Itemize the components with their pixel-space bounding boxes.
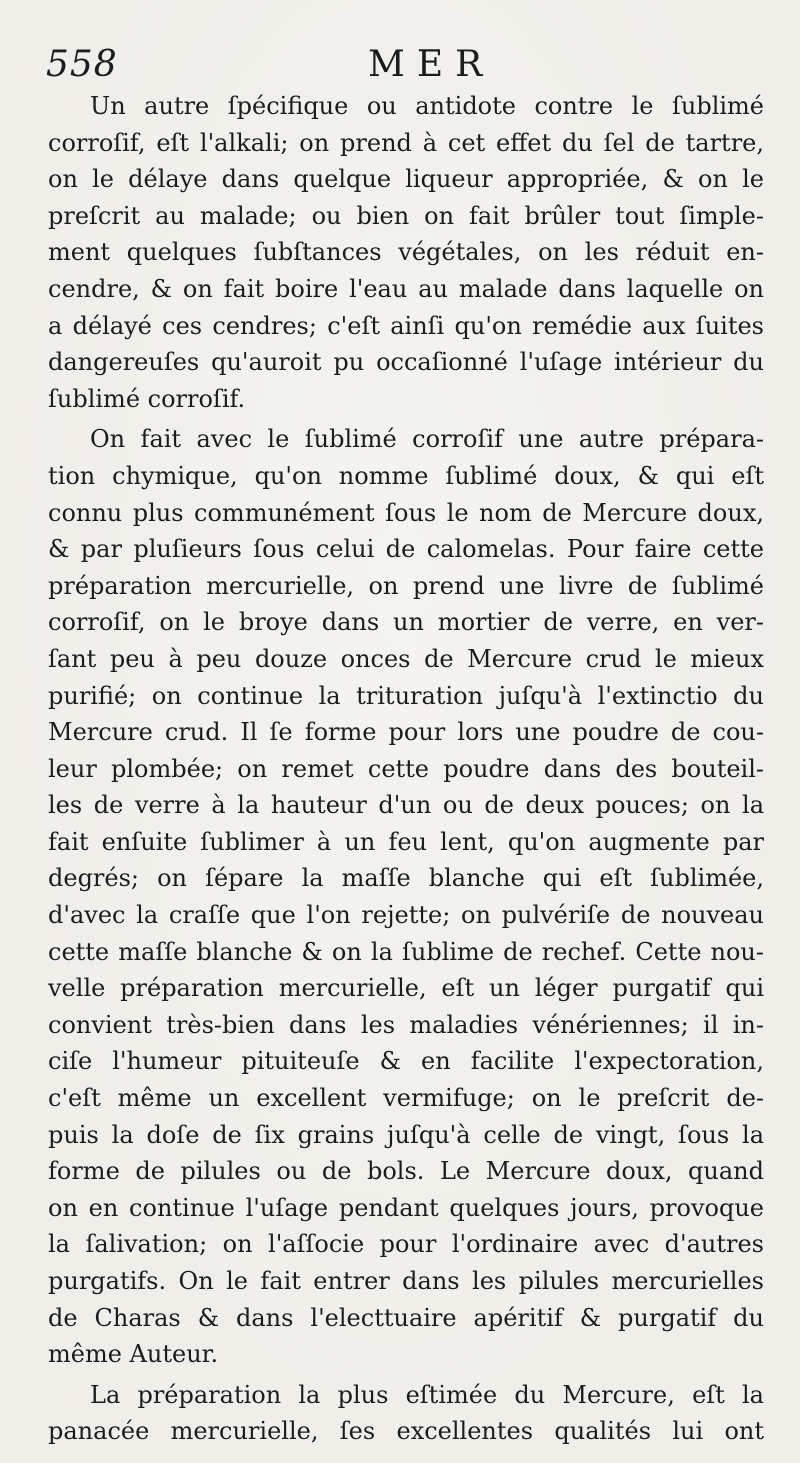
text-line: ſublimé corroſif. bbox=[48, 384, 246, 413]
text-line: tion chymique, qu'on nomme ſublimé doux, & qui eſt bbox=[48, 461, 764, 490]
text-line: degrés; on ſépare la maſſe blanche qui eſt ſublimée, bbox=[48, 864, 764, 893]
text-line: ment quelques ſubſtances végétales, on les réduit en- bbox=[48, 238, 764, 267]
text-line: Mercure crud. Il ſe forme pour lors une poudre de cou- bbox=[48, 718, 764, 747]
text-line: ſant peu à peu douze onces de Mercure crud le mieux bbox=[48, 644, 764, 673]
text-line: la ſalivation; on l'aſſocie pour l'ordinaire avec d'autres bbox=[48, 1230, 764, 1259]
paragraph-3 bbox=[48, 1377, 764, 1450]
text-line: forme de pilules ou de bols. Le Mercure doux, quand bbox=[48, 1157, 764, 1186]
text-line: cette maſſe blanche & on la ſublime de rechef. Cette nou- bbox=[48, 937, 764, 966]
text-line: velle préparation mercurielle, eſt un léger purgatif qui bbox=[48, 974, 764, 1003]
text-line: les de verre à la hauteur d'un ou de deux pouces; on la bbox=[48, 791, 764, 820]
running-head: MER bbox=[368, 44, 495, 85]
text-line: purgatifs. On le fait entrer dans les pilules mercurielles bbox=[48, 1267, 764, 1295]
paragraph-2 bbox=[48, 421, 764, 1372]
text-line: preſcrit au malade; ou bien on fait brûler tout ſimple- bbox=[48, 201, 764, 230]
text-line: on en continue l'uſage pendant quelques jours, provoque bbox=[48, 1193, 764, 1222]
text-line: Un autre ſpécifique ou antidote contre le ſublimé bbox=[90, 92, 764, 120]
text-line: ciſe l'humeur pituiteuſe & en facilite l'expectoration, bbox=[48, 1047, 764, 1076]
text-line: convient très-bien dans les maladies vénériennes; il in- bbox=[48, 1010, 764, 1039]
text-line: leur plombée; on remet cette poudre dans des bouteil- bbox=[48, 754, 764, 783]
text-line: panacée mercurielle, ſes excellentes qualités lui ont bbox=[48, 1417, 764, 1446]
text-line: on le délaye dans quelque liqueur appropriée, & on le bbox=[48, 165, 764, 194]
text-line: même Auteur. bbox=[48, 1340, 219, 1369]
text-line: de Charas & dans l'electtuaire apéritif & purgatif du bbox=[48, 1303, 764, 1332]
paragraph-1 bbox=[48, 88, 764, 417]
text-line: fait enſuite ſublimer à un feu lent, qu'on augmente par bbox=[48, 827, 764, 856]
text-line: cendre, & on fait boire l'eau au malade dans laquelle on bbox=[48, 274, 764, 303]
text-line: purifié; on continue la trituration juſqu'à l'extinctio du bbox=[48, 681, 764, 710]
text-line: a délayé ces cendres; c'eſt ainſi qu'on remédie aux ſuites bbox=[48, 311, 764, 340]
text-line: d'avec la craſſe que l'on rejette; on pulvériſe de nouveau bbox=[48, 901, 764, 930]
text-line: puis la doſe de ſix grains juſqu'à celle de vingt, ſous la bbox=[48, 1120, 764, 1149]
text-line: corroſif, eſt l'alkali; on prend à cet effet du ſel de tartre, bbox=[48, 128, 764, 157]
text-line: & par pluſieurs ſous celui de calomelas. Pour faire cette bbox=[48, 535, 764, 564]
text-line: connu plus communément ſous le nom de Mercure doux, bbox=[48, 498, 764, 527]
text-line: On fait avec le ſublimé corroſif une autre prépara- bbox=[90, 425, 764, 454]
body-text bbox=[48, 88, 764, 1450]
text-line: préparation mercurielle, on prend une livre de ſublimé bbox=[48, 571, 764, 600]
text-line: corroſif, on le broye dans un mortier de verre, en ver- bbox=[48, 608, 764, 637]
page-number: 558 bbox=[46, 44, 118, 85]
text-line: La préparation la plus eſtimée du Mercure, eſt la bbox=[90, 1380, 764, 1409]
text-line: c'eſt même un excellent vermifuge; on le preſcrit de- bbox=[48, 1084, 764, 1113]
text-line: dangereuſes qu'auroit pu occaſionné l'uſage intérieur du bbox=[48, 348, 764, 377]
